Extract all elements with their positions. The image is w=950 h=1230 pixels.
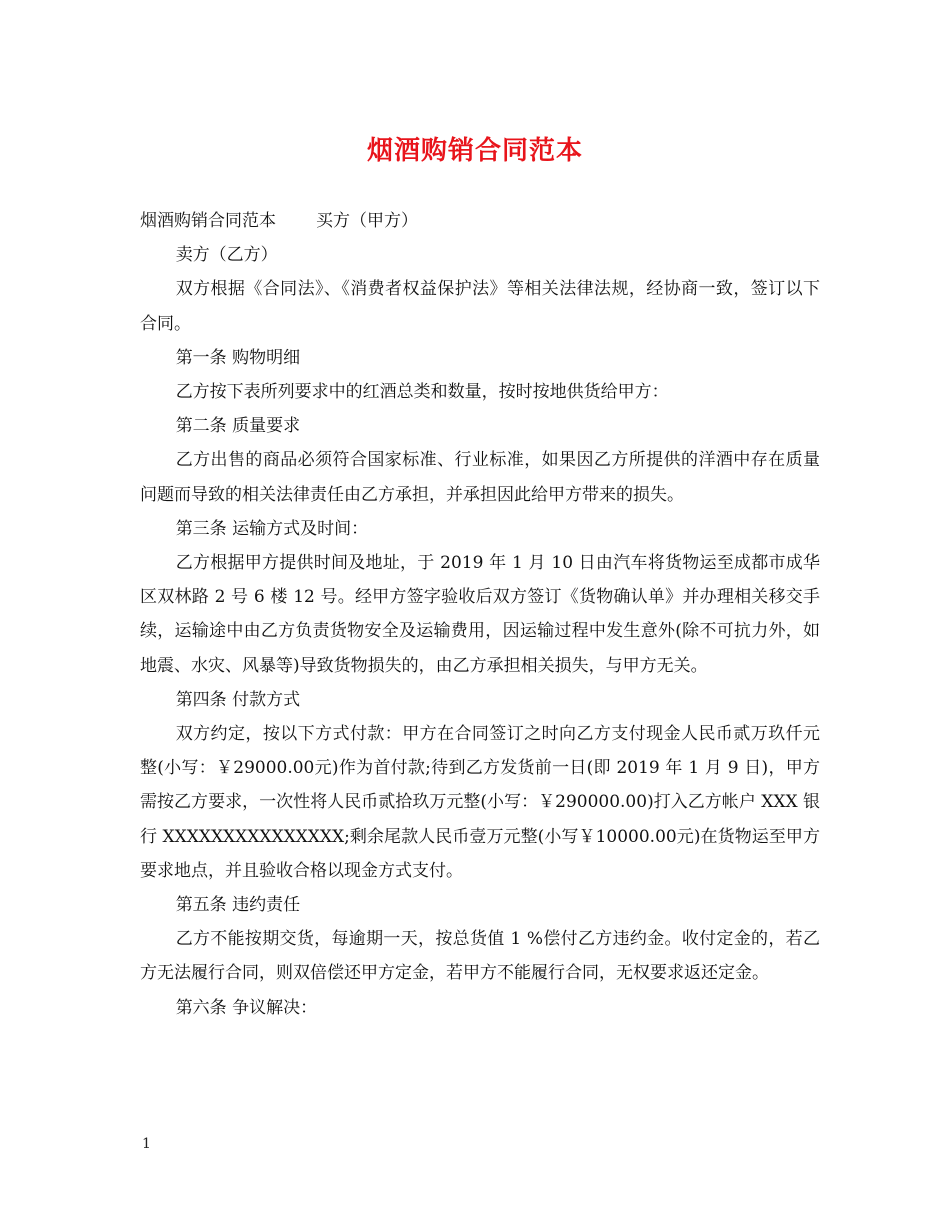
article-2-heading: 第二条 质量要求 <box>175 416 301 437</box>
seller-label: 卖方（乙方） <box>175 245 278 266</box>
article-4-paragraph: 双方约定，按以下方式付款：甲方在合同签订之时向乙方支付现金人民币贰万玖仟元整(小写：￥29000.00元)作为首付款;待到乙方发货前一日(即 2019 年 1 月 9 日)，甲方需按乙方要求，一次性将人民币贰拾玖万元整(小写：￥290000.00)打入乙方帐户 XXX 银行 XXXXXXXXXXXXXXX;剩余尾款人民币壹万元整(小写￥10000.00元)在货物运至甲方要求地点，并且验收合格以现金方式支付。 <box>140 724 820 881</box>
article-1-paragraph: 乙方按下表所列要求中的红酒总类和数量，按时按地供货给甲方： <box>175 382 669 403</box>
article-4-heading: 第四条 付款方式 <box>175 689 301 710</box>
article-3-paragraph: 乙方根据甲方提供时间及地址，于 2019 年 1 月 10 日由汽车将货物运至成都市成华区双林路 2 号 6 楼 12 号。经甲方签字验收后双方签订《货物确认单》并办理相关移交手续，运输途中由乙方负责货物安全及运输费用，因运输过程中发生意外(除不可抗力外，如地震、水灾、风暴等)导致货物损失的，由乙方承担相关损失，与甲方无关。 <box>140 553 820 676</box>
buyer-label: 买方（甲方） <box>316 211 418 231</box>
document-title: 烟酒购销合同范本 <box>366 136 583 166</box>
article-5-heading: 第五条 违约责任 <box>175 895 301 916</box>
article-6-heading: 第六条 争议解决： <box>175 997 318 1018</box>
document-body <box>140 204 820 1025</box>
opening-line-left: 烟酒购销合同范本 <box>140 211 276 231</box>
preamble-paragraph: 双方根据《合同法》、《消费者权益保护法》等相关法律法规，经协商一致，签订以下合同。 <box>140 279 820 334</box>
article-2-paragraph: 乙方出售的商品必须符合国家标准、行业标准，如果因乙方所提供的洋酒中存在质量问题而导致的相关法律责任由乙方承担，并承担因此给甲方带来的损失。 <box>140 450 820 505</box>
opening-line <box>140 204 820 238</box>
article-3-heading: 第三条 运输方式及时间： <box>175 518 369 539</box>
article-5-paragraph: 乙方不能按期交货，每逾期一天，按总货值 1 %偿付乙方违约金。收付定金的，若乙方无法履行合同，则双倍偿还甲方定金，若甲方不能履行合同，无权要求返还定金。 <box>140 929 820 984</box>
page-number: 1 <box>142 1136 151 1152</box>
article-1-heading: 第一条 购物明细 <box>175 347 301 368</box>
